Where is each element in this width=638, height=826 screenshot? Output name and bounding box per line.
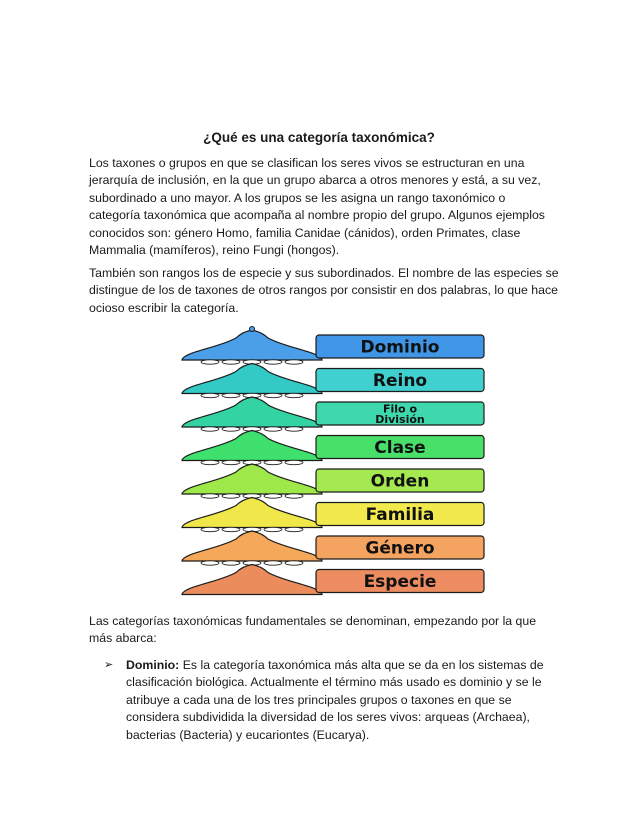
rank-level-8 <box>182 565 484 595</box>
rank-bell <box>182 531 322 561</box>
rank-bell <box>182 565 322 595</box>
rank-label: Reino <box>372 371 428 391</box>
rank-label: Filo o <box>383 402 417 416</box>
bell-ring <box>201 460 219 464</box>
bell-ring <box>285 460 303 464</box>
rank-level-3 <box>182 397 484 431</box>
rank-label: Especie <box>363 572 437 592</box>
bell-ring <box>201 393 219 397</box>
bell-ring <box>285 393 303 397</box>
bell-knob <box>250 327 255 332</box>
rank-label: Orden <box>370 471 430 492</box>
rank-bell <box>182 464 322 494</box>
bell-ring <box>264 527 282 531</box>
rank-bell <box>182 330 322 360</box>
paragraph-species: También son rangos los de especie y sus subordinados. El nombre de las especies se distingue de los de taxones de otros rangos por consistir en dos palabras, lo que hace ocioso escribir la categoría. <box>89 266 559 315</box>
rank-level-7 <box>182 531 484 565</box>
rank-label-line2: División <box>375 413 425 426</box>
term-label: Dominio: <box>126 658 180 672</box>
bell-ring <box>222 427 240 431</box>
bell-ring <box>264 494 282 498</box>
rank-bell <box>182 498 322 528</box>
rank-label: Género <box>365 538 435 559</box>
bell-ring <box>222 360 240 364</box>
bell-ring <box>222 393 240 397</box>
taxonomic-ranks-diagram <box>176 326 488 602</box>
rank-level-2 <box>182 364 484 398</box>
bell-ring <box>201 360 219 364</box>
bell-ring <box>285 527 303 531</box>
term-definition: Es la categoría taxonómica más alta que se da en los sistemas de clasificación biológica. Actualmente el término más usado es dominio y se le atribuye a cada una de los tres principales grupos o taxones en que se considera subdividida la diversidad de los seres vivos: arqueas (Archaea), bacterias (Bacteria) y eucariontes (Eucarya). <box>126 658 544 742</box>
rank-level-6 <box>182 498 484 532</box>
bell-ring <box>285 494 303 498</box>
bell-ring <box>264 393 282 397</box>
rank-level-4 <box>182 431 484 465</box>
bell-ring <box>285 561 303 565</box>
bell-ring <box>201 527 219 531</box>
rank-label: Dominio <box>360 337 440 358</box>
bell-ring <box>285 360 303 364</box>
rank-label: Clase <box>374 438 426 458</box>
bell-ring <box>264 561 282 565</box>
rank-label: Familia <box>365 505 435 525</box>
bell-ring <box>285 427 303 431</box>
list-item-dominio <box>104 657 564 744</box>
bell-ring <box>264 360 282 364</box>
bell-ring <box>222 460 240 464</box>
list-item-text <box>126 657 564 744</box>
bell-ring <box>222 561 240 565</box>
bell-ring <box>201 427 219 431</box>
rank-bell <box>182 431 322 461</box>
rank-level-1 <box>182 327 484 365</box>
bell-ring <box>201 494 219 498</box>
bullet-arrow-icon: ➢ <box>104 659 114 671</box>
bell-ring <box>264 427 282 431</box>
rank-bell <box>182 397 322 427</box>
page-title: ¿Qué es una categoría taxonómica? <box>203 130 435 145</box>
bell-ring <box>222 494 240 498</box>
bell-ring <box>222 527 240 531</box>
paragraph-categories: Las categorías taxonómicas fundamentales se denominan, empezando por la que más abarca: <box>89 614 537 646</box>
rank-bell <box>182 364 322 394</box>
bell-ring <box>201 561 219 565</box>
bell-ring <box>264 460 282 464</box>
rank-level-5 <box>182 464 484 498</box>
paragraph-intro: Los taxones o grupos en que se clasifican los seres vivos se estructuran en una jerarquía de inclusión, en la que un grupo abarca a otros menores y está, a su vez, subordinado a uno mayor. A los grupos se les asigna un rango taxonómico o categoría taxonómica que acompaña al nombre propio del grupo. Algunos ejemplos conocidos son: género Homo, familia Canidae (cánidos), orden Primates, clase Mammalia (mamíferos), reino Fungi (hongos). <box>89 156 545 258</box>
